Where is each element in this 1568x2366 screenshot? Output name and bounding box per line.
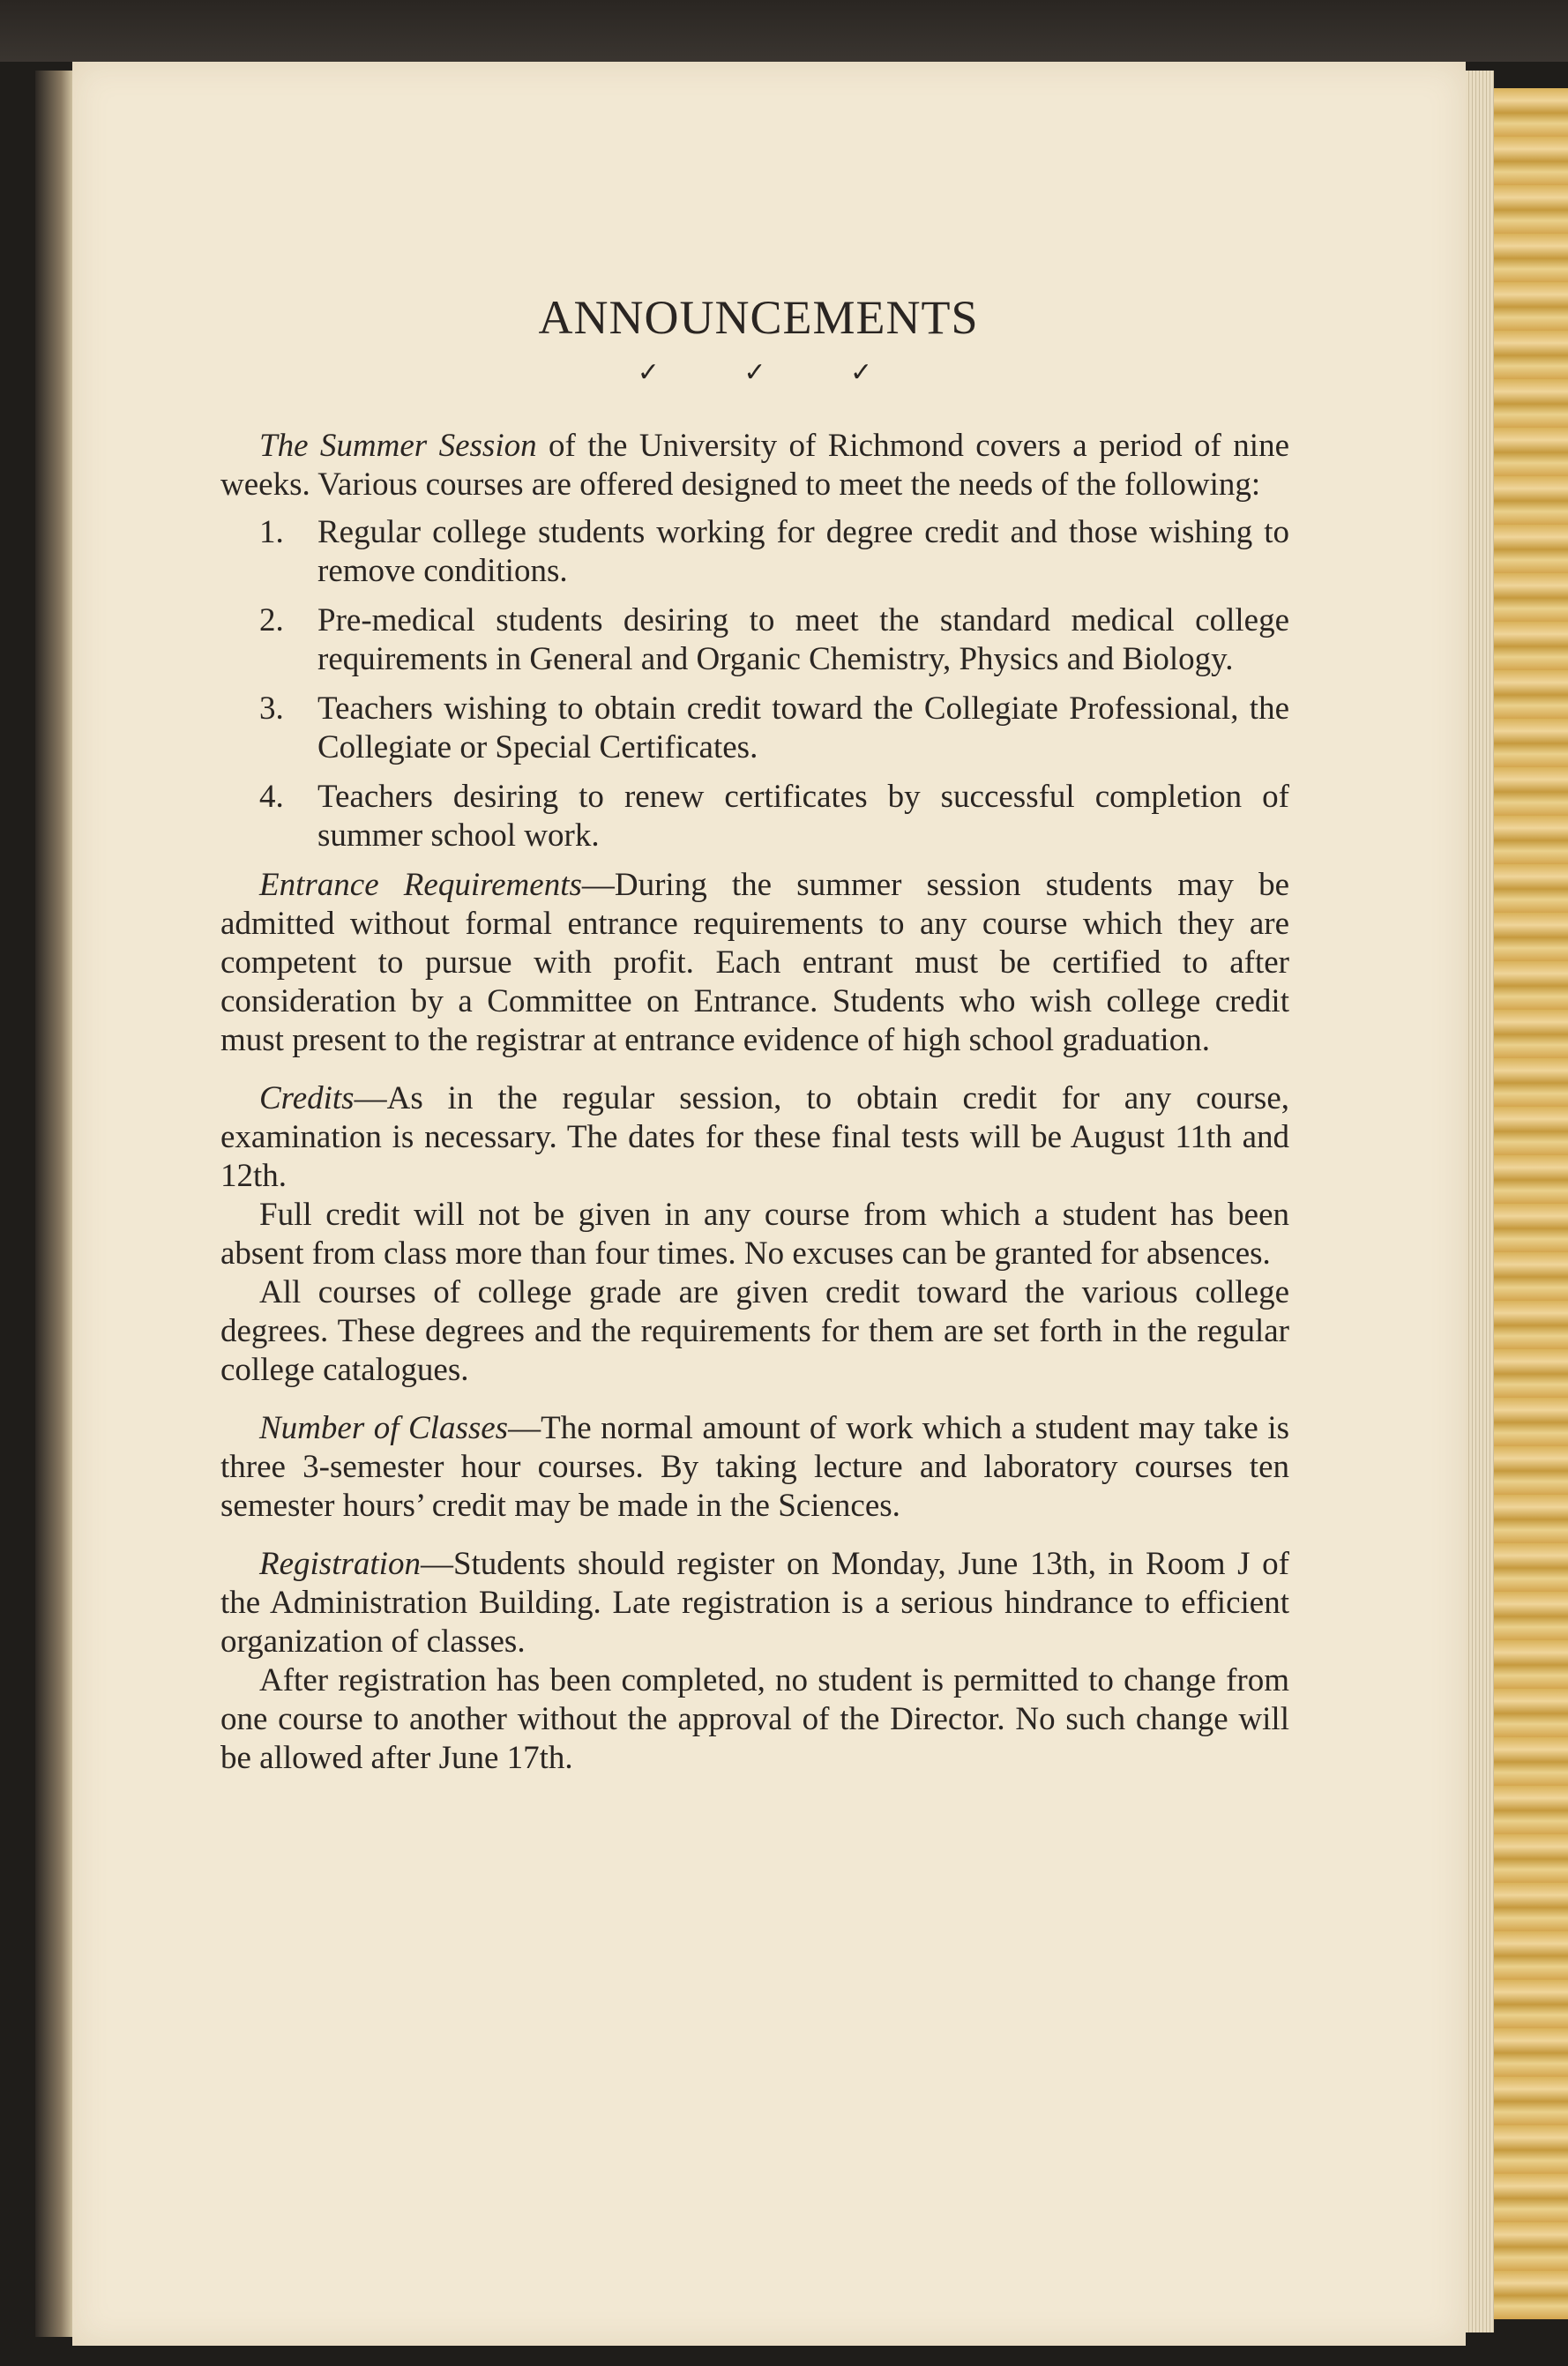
credits-paragraph-2: Full credit will not be given in any course from which a student has been absent from class more than four times. No excuses can be granted for absences. (220, 1197, 1289, 1272)
entrance-paragraph (220, 866, 1289, 1060)
marbled-page-edge (1494, 88, 1568, 2319)
classes-text: —The normal amount of work which a student may take is three 3-semester hour courses. By taking lecture and laboratory courses ten semester hours’ credit may be made in the Sciences. (220, 1410, 1290, 1524)
registration-text: —Students should register on Monday, June 13th, in Room J of the Administration Building. Late registration is a serious hindrance to efficient organization of classes. (220, 1546, 1289, 1660)
page-stack-edge (1466, 71, 1494, 2332)
ornament-checkmarks: ✓ ✓ ✓ (637, 358, 912, 387)
list-item (220, 601, 1289, 679)
page-heading: ANNOUNCEMENTS (538, 291, 979, 344)
registration-title: Registration (259, 1546, 421, 1582)
needs-list (220, 513, 1289, 855)
credits-text: —As in the regular session, to obtain credit for any course, examination is necessary. The dates for these final tests will be August 11th and 12th. (220, 1080, 1289, 1194)
book-gutter (35, 71, 72, 2337)
list-item (220, 690, 1289, 767)
list-item-text: Teachers wishing to obtain credit toward the Collegiate Professional, the Collegiate or Special Certificates. (317, 690, 1289, 765)
entrance-title: Entrance Requirements (259, 867, 582, 903)
intro-title: The Summer Session (259, 428, 537, 464)
list-item-text: Regular college students working for degree credit and those wishing to remove conditions. (317, 514, 1289, 589)
classes-paragraph (220, 1409, 1289, 1526)
credits-title: Credits (259, 1080, 355, 1116)
list-item-number: 4. (259, 779, 284, 815)
registration-paragraph (220, 1545, 1289, 1661)
page-content (220, 291, 1289, 1778)
cover-top-edge (0, 0, 1568, 62)
list-item-number: 1. (259, 514, 284, 550)
list-item-number: 2. (259, 602, 284, 638)
registration-paragraph-2: After registration has been completed, no student is permitted to change from one course to another without the approval of the Director. No such change will be allowed after June 17th. (220, 1662, 1289, 1776)
entrance-text: —During the summer session students may be admitted without formal entrance requirements to any course which they are competent to pursue with profit. Each entrant must be certified to after consideration by a Committee on Entrance. Students who wish college credit must present to the registrar at entrance evidence of high school graduation. (220, 867, 1290, 1058)
list-item-number: 3. (259, 690, 284, 727)
intro-paragraph (220, 427, 1289, 504)
credits-paragraph (220, 1079, 1289, 1196)
list-item-text: Pre-medical students desiring to meet the standard medical college requirements in General and Organic Chemistry, Physics and Biology. (317, 602, 1289, 677)
list-item (220, 778, 1289, 855)
list-item (220, 513, 1289, 591)
credits-paragraph-3: All courses of college grade are given credit toward the various college degrees. These degrees and the requirements for them are set forth in the regular college catalogues. (220, 1274, 1289, 1388)
intro-text: of the University of Richmond covers a period of nine weeks. Various courses are offered designed to meet the needs of the following: (220, 428, 1289, 503)
list-item-text: Teachers desiring to renew certificates by successful completion of summer school work. (317, 779, 1289, 854)
classes-title: Number of Classes (259, 1410, 509, 1446)
